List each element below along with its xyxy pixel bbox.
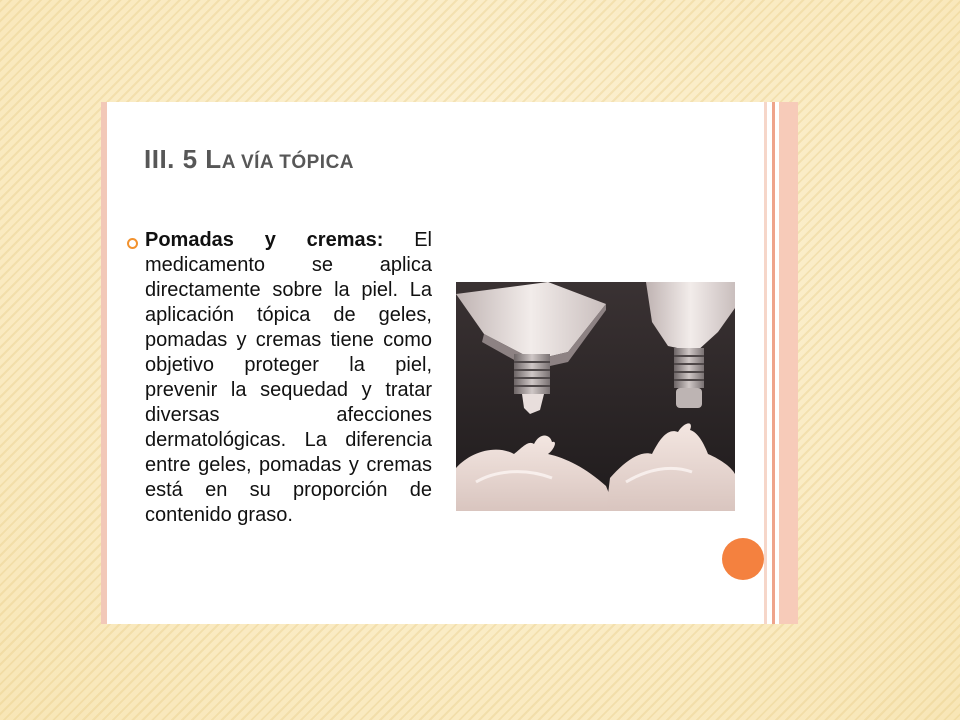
title-rest: A VÍA TÓPICA bbox=[221, 152, 355, 173]
slide-left-accent-bar bbox=[101, 102, 107, 624]
title-prefix: III. 5 L bbox=[144, 144, 222, 174]
bullet-paragraph bbox=[145, 228, 432, 528]
slide-title bbox=[144, 144, 354, 175]
hollow-circle-bullet-icon bbox=[127, 238, 138, 249]
orange-circle-icon bbox=[722, 538, 764, 580]
slide bbox=[101, 102, 798, 624]
cream-tubes-photo bbox=[456, 282, 735, 511]
slide-right-border bbox=[764, 102, 798, 624]
bullet-bold-term: Pomadas y cremas: bbox=[145, 229, 384, 251]
bullet-body-text: El medicamento se aplica directamente sobre la piel. La aplicación tópica de geles, pomadas y cremas tiene como objetivo proteger la piel, prevenir la sequedad y tratar diversas afecciones dermatológicas. La diferencia entre geles, pomadas y cremas está en su proporción de contenido graso. bbox=[145, 229, 433, 526]
